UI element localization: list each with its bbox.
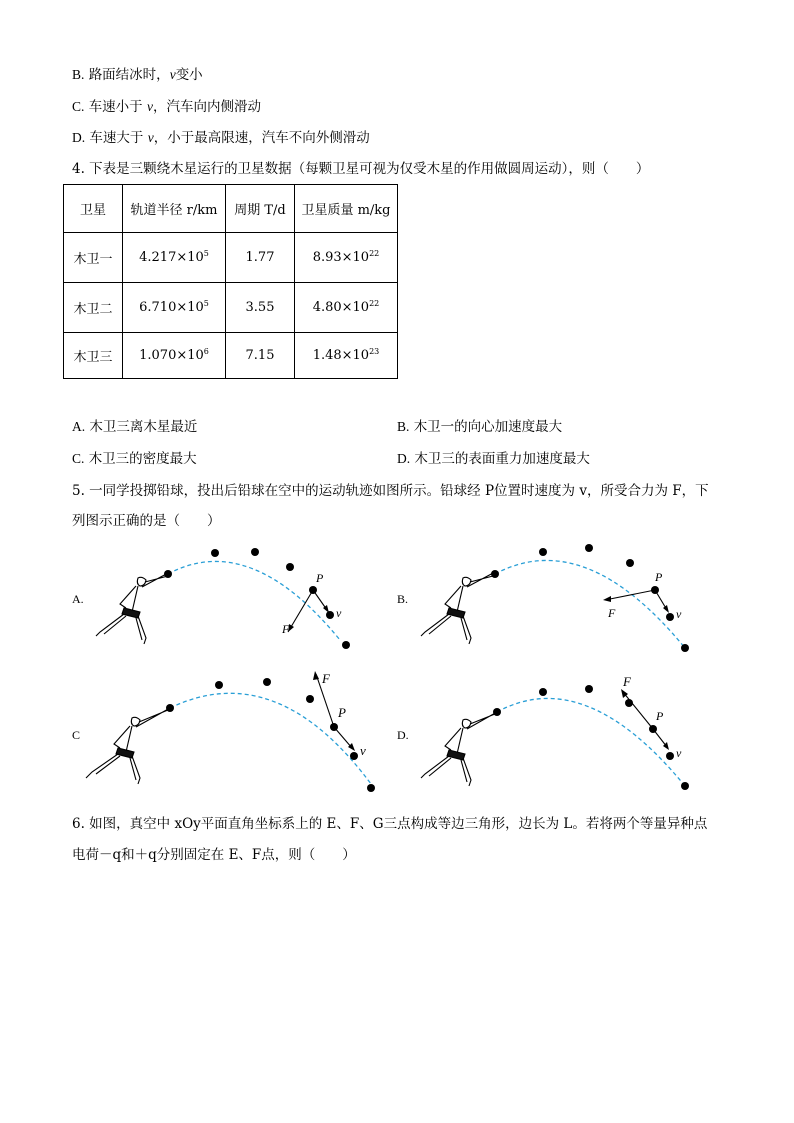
table-row — [64, 283, 398, 333]
q6-stem-line1: 6. 如图，真空中 xOy平面直角坐标系上的 E、F、G三点构成等边三角形，边长为 L。若将两个等量异种点 — [72, 816, 708, 832]
figure-b — [415, 538, 695, 652]
velocity-label: v — [360, 743, 366, 758]
table-cell-mass: $8.93\times 10^{22}$ — [295, 233, 398, 283]
trajectory-path — [168, 561, 340, 640]
q3-option-b: B. 路面结冰时，v变小 — [72, 67, 203, 83]
table-header-cell: 周期 T/d — [226, 185, 295, 233]
table-cell-mass: $4.80\times 10^{22}$ — [295, 283, 398, 333]
q4-option-b: B. 木卫一的向心加速度最大 — [397, 419, 563, 435]
ball-points — [164, 548, 350, 649]
q4-option-d: D. 木卫三的表面重力加速度最大 — [397, 451, 590, 467]
q5-stem-line2: 列图示正确的是（ ） — [72, 513, 221, 529]
table-cell-radius: $4.217\times 10^5$ — [123, 233, 226, 283]
table-cell-period: 1.77 — [226, 233, 295, 283]
point-p-label: P — [316, 571, 324, 585]
table-cell-name: 木卫二 — [64, 283, 123, 333]
q3-option-c: C. 车速小于 v，汽车向内侧滑动 — [72, 99, 261, 115]
q6-stem-line2: 电荷－q和＋q分别固定在 E、F点，则（ ） — [72, 847, 356, 863]
force-label: F — [608, 606, 616, 620]
thrower-figure — [96, 572, 170, 644]
q4-option-c: C. 木卫三的密度最大 — [72, 451, 197, 467]
table-cell-radius: $6.710\times 10^5$ — [123, 283, 226, 333]
force-label: F — [322, 671, 330, 686]
table-cell-radius: $1.070\times 10^6$ — [123, 333, 226, 379]
q5-stem-line1: 5. 一同学投掷铅球，投出后铅球在空中的运动轨迹如图所示。铅球经 P位置时速度为 v，所受合力为 F，下 — [72, 483, 709, 499]
table-header-row — [64, 185, 398, 233]
figure-c-label: C — [72, 728, 81, 742]
q3-option-d: D. 车速大于 v，小于最高限速，汽车不向外侧滑动 — [72, 130, 370, 146]
thrower-figure — [421, 712, 497, 786]
table-header-cell: 轨道半径 r/km — [123, 185, 226, 233]
force-label: F — [623, 674, 631, 689]
satellite-table — [63, 184, 398, 379]
thrower-figure — [421, 572, 495, 644]
table-row — [64, 333, 398, 379]
table-row — [64, 233, 398, 283]
q4-option-a: A. 木卫三离木星最近 — [72, 419, 198, 435]
table-header-cell: 卫星质量 m/kg — [295, 185, 398, 233]
table-header-cell: 卫星 — [64, 185, 123, 233]
point-p-label: P — [338, 705, 346, 720]
figure-c — [78, 668, 378, 794]
velocity-label: v — [676, 746, 682, 760]
point-p-label: P — [655, 570, 663, 584]
figure-d — [415, 670, 695, 794]
table-cell-name: 木卫一 — [64, 233, 123, 283]
ball-points — [166, 678, 375, 792]
figure-b-label: B. — [397, 592, 409, 606]
force-label: F — [282, 622, 290, 636]
force-arrow — [623, 692, 653, 729]
point-p-label: P — [656, 709, 664, 723]
table-cell-name: 木卫三 — [64, 333, 123, 379]
table-cell-period: 7.15 — [226, 333, 295, 379]
force-arrow — [605, 590, 655, 600]
figure-d-label: D. — [397, 728, 409, 742]
velocity-label: v — [676, 607, 682, 621]
table-cell-period: 3.55 — [226, 283, 295, 333]
figure-a-label: A. — [72, 592, 84, 606]
table-cell-mass: $1.48\times 10^{23}$ — [295, 333, 398, 379]
thrower-figure — [86, 708, 170, 784]
figure-a — [90, 540, 370, 652]
q4-stem: 4. 下表是三颗绕木星运行的卫星数据（每颗卫星可视为仅受木星的作用做圆周运动），则（ ） — [72, 161, 650, 177]
velocity-label: v — [336, 606, 342, 620]
